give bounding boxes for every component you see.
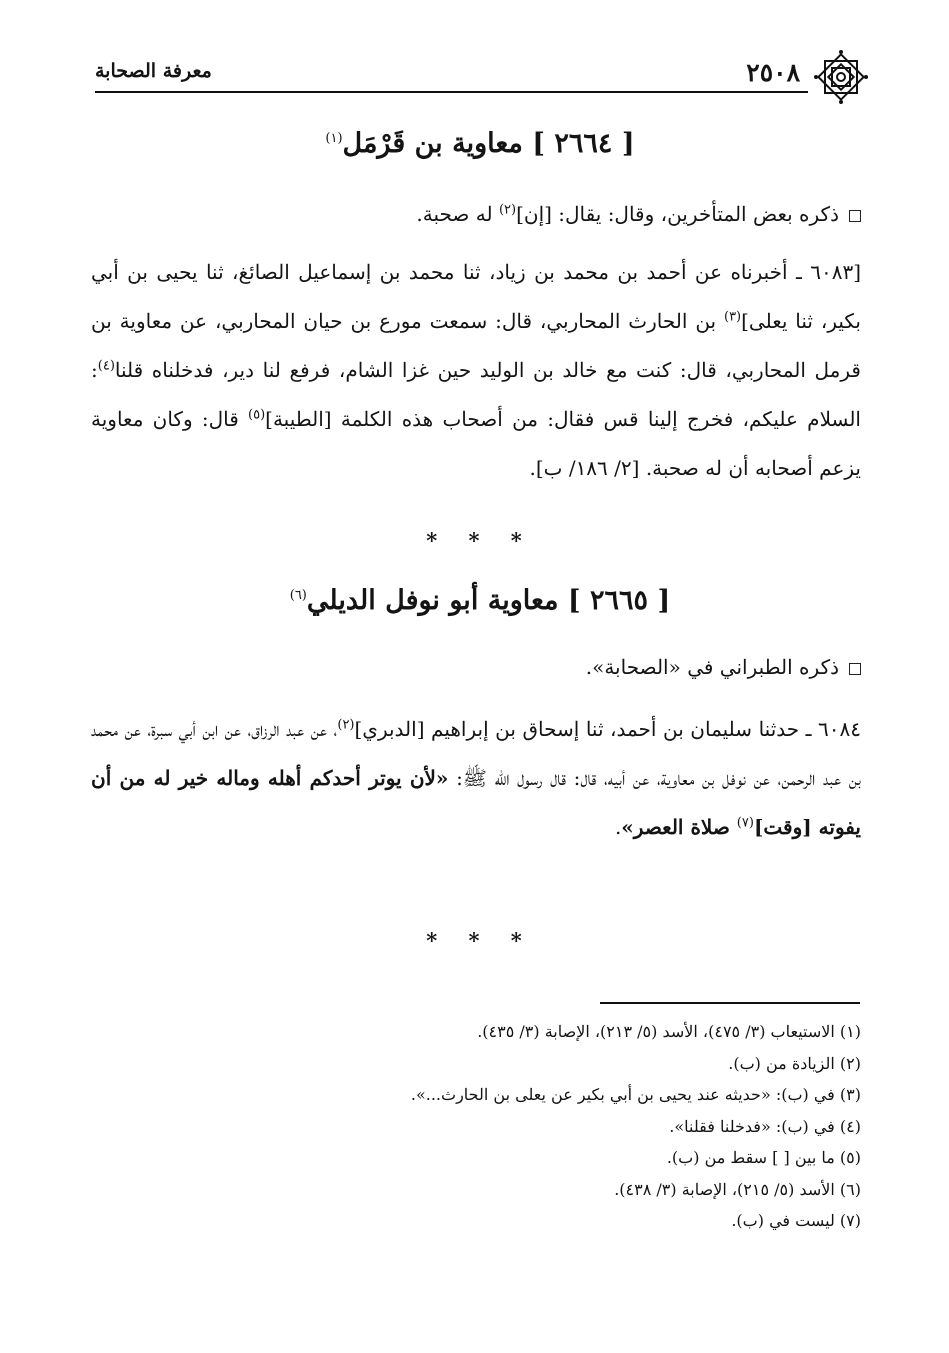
entry-2665-title-text: [ ٢٦٦٥ ] معاوية أبو نوفل الديلي [306,585,671,616]
intro-text: ذكره الطبراني في «الصحابة». [585,655,839,679]
footnote-rule [600,1002,860,1004]
footnote-7: (٧) ليست في (ب). [731,1211,861,1230]
intro-text: ذكره بعض المتأخرين، وقال: يقال: [إن] [516,202,839,226]
prophetic-saying-end: صلاة العصر» [621,815,737,839]
hadith-text: [٦٠٨٣ ـ أخبرناه عن أحمد بن محمد بن زياد، ثنا محمد بن إسماعيل الصائغ، ثنا يحيى بن أبي بكير، ثنا يعلى] [91,260,862,333]
header-rule [95,91,808,93]
footnote-ref: (٣) [723,309,742,325]
hadith-text: قال: وكان معاوية يزعم أصحابه أن له صحبة. [٢/ ١٨٦/ ب]. [91,407,861,480]
footnote-4: (٤) في (ب): «فدخلنا فقلنا». [669,1116,861,1136]
footnote-ref: (٢) [337,717,355,733]
footnote-ref: (٥) [248,407,266,423]
footnote-ref: (٧) [736,815,754,831]
footnote-3: (٣) في (ب): «حديثه عند يحيى بن أبي بكير عن يعلى بن الحارث...». [410,1085,861,1104]
footnote-5: (٥) ما بين [ ] سقط من (ب). [666,1148,861,1167]
footnotes [91,1016,861,1237]
footnote-ref: (٤) [97,358,115,374]
hadith-text: : السلام عليكم، فخرج إلينا قس فقال: من أصحاب هذه الكلمة [الطيبة] [91,358,861,431]
hadith-text: . [614,815,622,839]
entry-2664-title-text: [ ٢٦٦٤ ] معاوية بن قَرْمَل [342,128,635,159]
hadith-text: ٦٠٨٤ ـ حدثنا سليمان بن أحمد، ثنا إسحاق بن إبراهيم [الدبري] [354,717,861,741]
square-bullet-icon [849,663,861,675]
page-number: ٢٥٠٨ [746,58,800,87]
hadith-text: ، عن عبد الرزاق، عن ابن أبي سبرة، عن محمد بن عبد الرحمن، عن نوفل بن معاوية، عن أبيه، قال: قال رسول الله ﷺ: [91,717,861,790]
footnote-6: (٦) الأسد (٥/ ٢١٥)، الإصابة (٣/ ٤٣٨). [614,1179,861,1199]
entry-2664-title [120,128,840,159]
entry-2664-intro [91,190,861,239]
section-separator: * * * [426,928,534,953]
hadith-6083 [91,248,861,493]
entry-2665-intro [91,643,861,692]
footnote-2: (٢) الزيادة من (ب). [728,1053,861,1073]
footnote-1: (١) الاستيعاب (٣/ ٤٧٥)، الأسد (٥/ ٢١٣)، الإصابة (٣/ ٤٣٥). [477,1022,861,1041]
hadith-text: بن الحارث المحاربي، قال: سمعت مورع بن حيان المحاربي، عن معاوية بن قرمل المحاربي، قال: كنت مع خالد بن الوليد حين غزا الشام، فرفع لنا دير، فدخلناه قلنا [91,309,861,382]
footnote-ref: (٦) [289,588,307,603]
intro-text-end: له صحبة. [416,202,499,226]
star-ornament-icon [812,48,870,106]
prophetic-saying: «لأن يوتر أحدكم أهله وماله خير له من أن يفوته [وقت] [91,766,861,839]
footnote-ref: (٢) [498,202,517,218]
running-title: معرفة الصحابة [95,60,212,82]
footnote-ref: (١) [325,131,343,146]
page-header [80,48,870,108]
entry-2665-title [120,585,840,616]
section-separator: * * * [426,528,534,553]
square-bullet-icon [849,210,861,222]
hadith-6084 [91,705,861,852]
